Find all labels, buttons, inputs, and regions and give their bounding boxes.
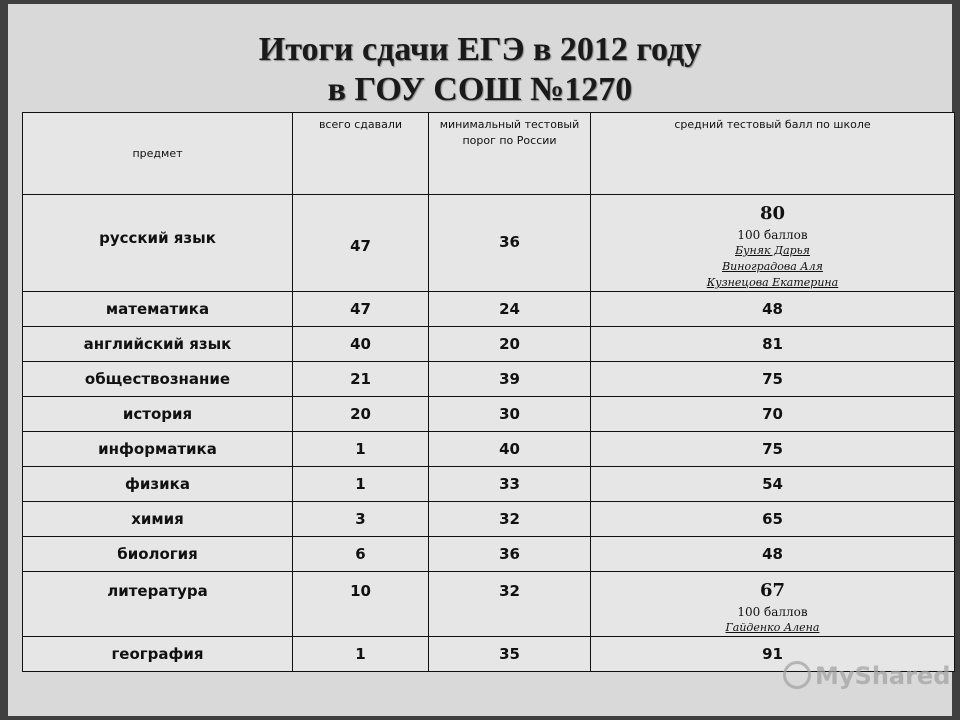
table-row [23, 537, 955, 572]
cell-subject: обществознание [23, 362, 293, 397]
cell-avg-score: 65 [591, 502, 955, 537]
hundred-points-student: Виноградова Аля [722, 260, 823, 273]
cell-total: 20 [293, 397, 429, 432]
cell-avg-score: 91 [591, 637, 955, 672]
cell-avg-score: 54 [591, 467, 955, 502]
avg-score-value: 80 [759, 203, 786, 224]
cell-min-threshold: 36 [429, 537, 591, 572]
table-row [23, 292, 955, 327]
cell-total: 47 [293, 195, 429, 292]
title-line-1: Итоги сдачи ЕГЭ в 2012 году [258, 31, 702, 68]
cell-total: 10 [293, 572, 429, 637]
cell-min-threshold: 30 [429, 397, 591, 432]
table-header-row [23, 113, 955, 195]
hundred-points-student: Кузнецова Екатерина [706, 276, 839, 289]
table-row [23, 467, 955, 502]
results-table [22, 112, 955, 672]
hundred-points-label: 100 баллов [737, 605, 808, 619]
header-avg-score: средний тестовый балл по школе [591, 113, 955, 195]
cell-min-threshold: 36 [429, 195, 591, 292]
cell-subject: русский язык [23, 195, 293, 292]
cell-avg-score: 48 [591, 537, 955, 572]
cell-total: 6 [293, 537, 429, 572]
table-row [23, 502, 955, 537]
cell-avg-score [591, 572, 955, 637]
hundred-points-student: Гайденко Алена [725, 621, 820, 634]
table-row [23, 195, 955, 292]
cell-total: 1 [293, 467, 429, 502]
header-subject: предмет [23, 113, 293, 195]
cell-subject: физика [23, 467, 293, 502]
cell-subject: английский язык [23, 327, 293, 362]
cell-avg-score [591, 195, 955, 292]
cell-subject: химия [23, 502, 293, 537]
cell-min-threshold: 40 [429, 432, 591, 467]
cell-avg-score: 48 [591, 292, 955, 327]
cell-avg-score: 75 [591, 362, 955, 397]
cell-avg-score: 70 [591, 397, 955, 432]
cell-total: 47 [293, 292, 429, 327]
cell-min-threshold: 32 [429, 502, 591, 537]
cell-avg-score: 75 [591, 432, 955, 467]
slide [8, 4, 952, 716]
myshared-logo-icon [783, 661, 811, 689]
cell-min-threshold: 33 [429, 467, 591, 502]
watermark-text: MyShared [815, 662, 951, 690]
avg-score-value: 67 [759, 580, 786, 601]
cell-subject: история [23, 397, 293, 432]
slide-title [8, 30, 952, 110]
hundred-points-label: 100 баллов [737, 228, 808, 242]
table-row [23, 432, 955, 467]
header-min-threshold: минимальный тестовый порог по России [429, 113, 591, 195]
header-total: всего сдавали [293, 113, 429, 195]
table-row [23, 572, 955, 637]
watermark [783, 662, 950, 691]
cell-subject: математика [23, 292, 293, 327]
cell-min-threshold: 32 [429, 572, 591, 637]
cell-subject: информатика [23, 432, 293, 467]
table-row [23, 397, 955, 432]
hundred-points-student: Буняк Дарья [735, 244, 810, 257]
cell-min-threshold: 35 [429, 637, 591, 672]
title-line-2: в ГОУ СОШ №1270 [327, 71, 633, 108]
table-row [23, 362, 955, 397]
cell-subject: география [23, 637, 293, 672]
cell-subject: биология [23, 537, 293, 572]
cell-total: 3 [293, 502, 429, 537]
cell-min-threshold: 39 [429, 362, 591, 397]
cell-total: 1 [293, 637, 429, 672]
cell-avg-score: 81 [591, 327, 955, 362]
cell-min-threshold: 24 [429, 292, 591, 327]
cell-subject: литература [23, 572, 293, 637]
cell-total: 21 [293, 362, 429, 397]
table-row [23, 327, 955, 362]
cell-min-threshold: 20 [429, 327, 591, 362]
cell-total: 40 [293, 327, 429, 362]
cell-total: 1 [293, 432, 429, 467]
